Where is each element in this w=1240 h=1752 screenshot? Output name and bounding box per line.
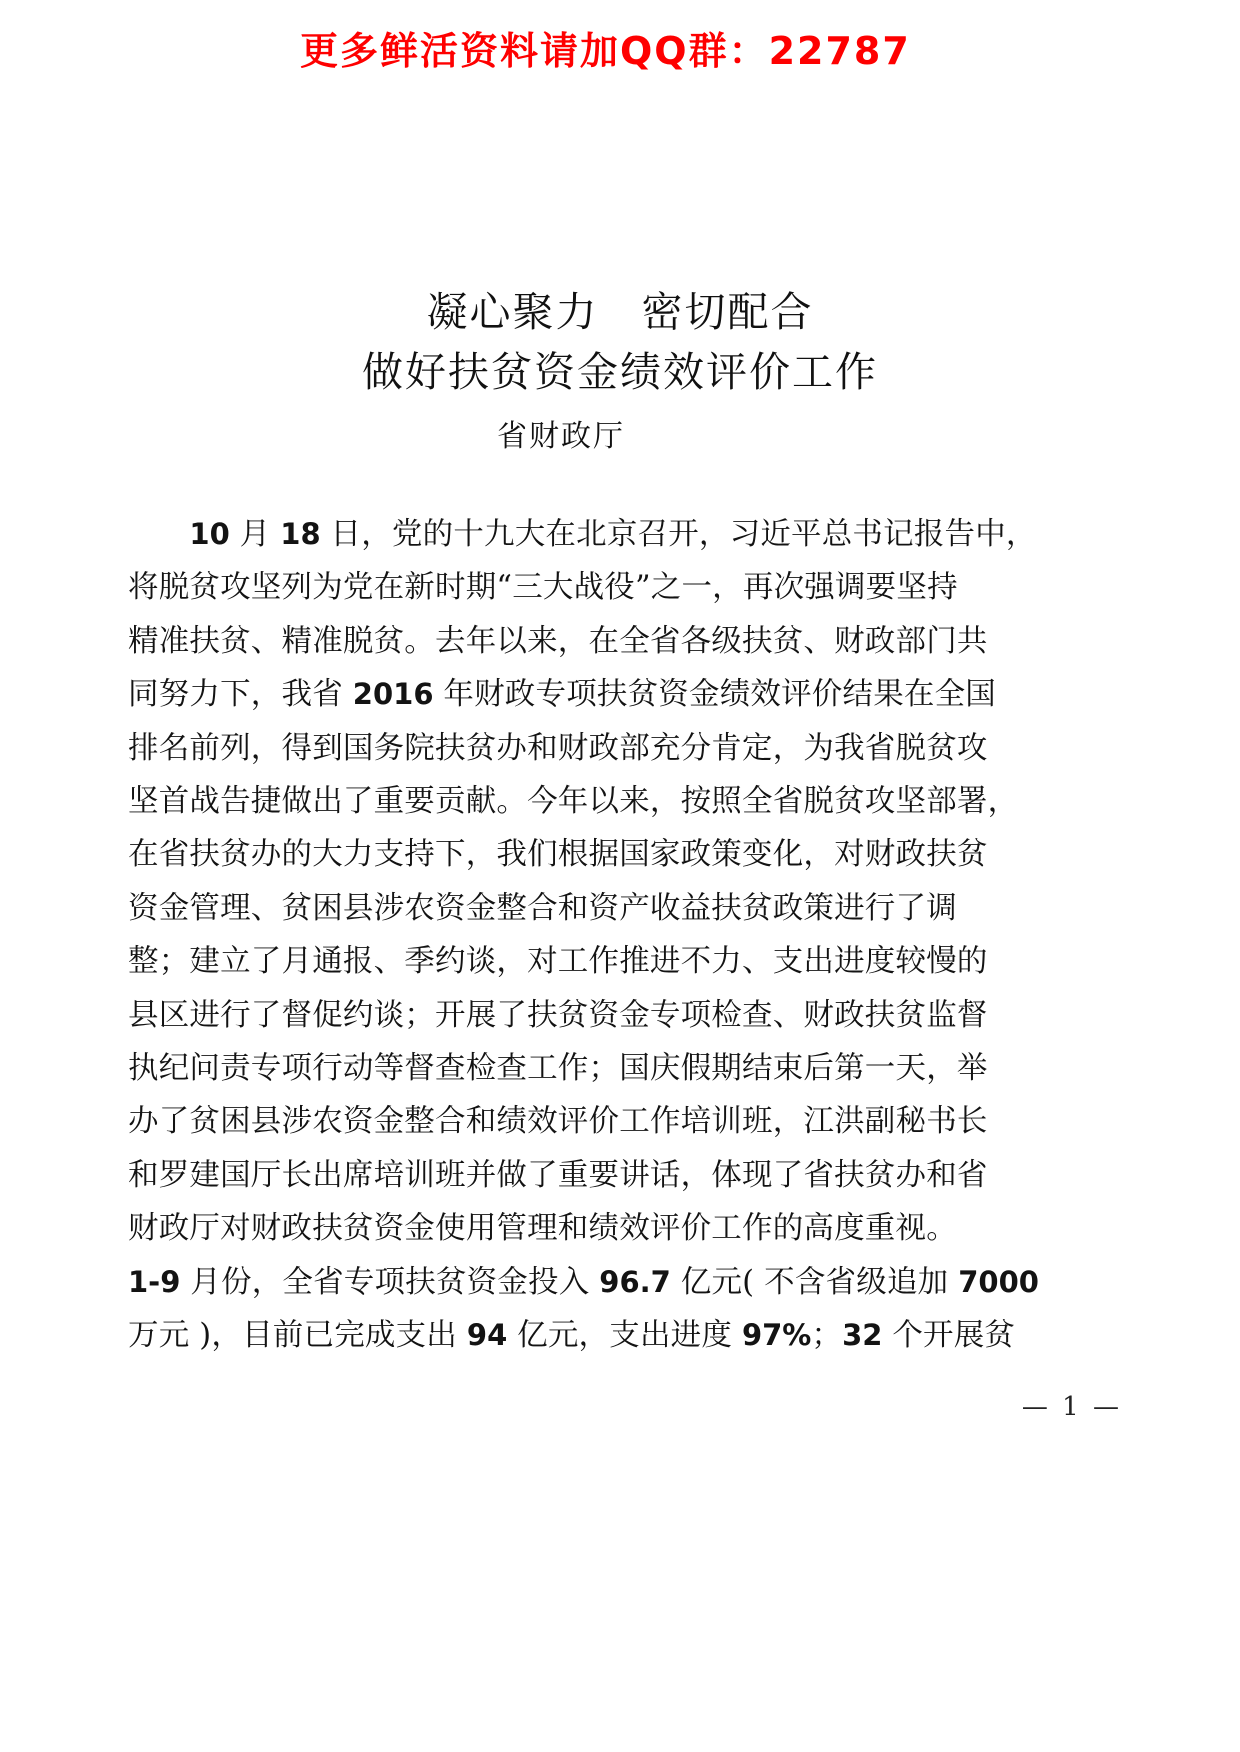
body-line: 资金管理、贫困县涉农资金整合和资产收益扶贫政策进行了调	[128, 890, 957, 926]
body-line: 精准扶贫、精准脱贫。去年以来，在全省各级扶贫、财政部门共	[128, 623, 988, 659]
body-line: 和罗建国厅长出席培训班并做了重要讲话，体现了省扶贫办和省	[128, 1157, 988, 1193]
body-number: 1-9	[128, 1264, 181, 1299]
body-line: 在省扶贫办的大力支持下，我们根据国家政策变化，对财政扶贫	[128, 837, 988, 873]
watermark-banner	[0, 26, 1240, 84]
byline: 省财政厅	[497, 419, 625, 454]
body-number: 97%	[741, 1318, 812, 1353]
body-number: 96.7	[599, 1264, 671, 1299]
body-number: 18	[280, 517, 321, 551]
body-line: 办了贫困县涉农资金整合和绩效评价工作培训班，江洪副秘书长	[128, 1104, 988, 1140]
page-title-line-2: 做好扶贫资金绩效评价工作	[362, 348, 878, 396]
body-number: 32	[842, 1318, 883, 1353]
body-line: 排名前列，得到国务院扶贫办和财政部充分肯定，为我省脱贫攻	[128, 730, 988, 766]
body-number: 10	[189, 517, 230, 551]
watermark-text: 更多鲜活资料请加QQ群：22787	[300, 29, 911, 73]
title-block	[120, 282, 1120, 458]
body-line: 同努力下，我省 2016 年财政专项扶贫资金绩效评价结果在全国	[128, 677, 997, 713]
page-number: — 1 —	[1021, 1392, 1122, 1422]
body-line: 县区进行了督促约谈；开展了扶贫资金专项检查、财政扶贫监督	[128, 997, 988, 1033]
body-number: 7000	[958, 1264, 1039, 1299]
page-title-line-1: 凝心聚力 密切配合	[426, 288, 814, 336]
body-line: 坚首战告捷做出了重要贡献。今年以来，按照全省脱贫攻坚部署，	[128, 784, 1019, 820]
body-number: 94	[466, 1318, 508, 1353]
body-line: 财政厅对财政扶贫资金使用管理和绩效评价工作的高度重视。	[128, 1211, 957, 1247]
body-number: 2016	[352, 677, 434, 712]
body-line: 将脱贫攻坚列为党在新时期“三大战役”之一，再次强调要坚持	[128, 570, 958, 606]
body-text	[128, 508, 1039, 1363]
body-line: 1-9 月份，全省专项扶贫资金投入 96.7 亿元( 不含省级追加 7000	[128, 1264, 1039, 1300]
body-line: 整；建立了月通报、季约谈，对工作推进不力、支出进度较慢的	[128, 944, 988, 980]
body-line: 执纪问责专项行动等督查检查工作；国庆假期结束后第一天，举	[128, 1051, 988, 1087]
body-line: 10 月 18 日，党的十九大在北京召开，习近平总书记报告中，	[189, 517, 1037, 552]
body-line: 万元 )，目前已完成支出 94 亿元，支出进度 97%；32 个开展贫	[128, 1318, 1016, 1354]
